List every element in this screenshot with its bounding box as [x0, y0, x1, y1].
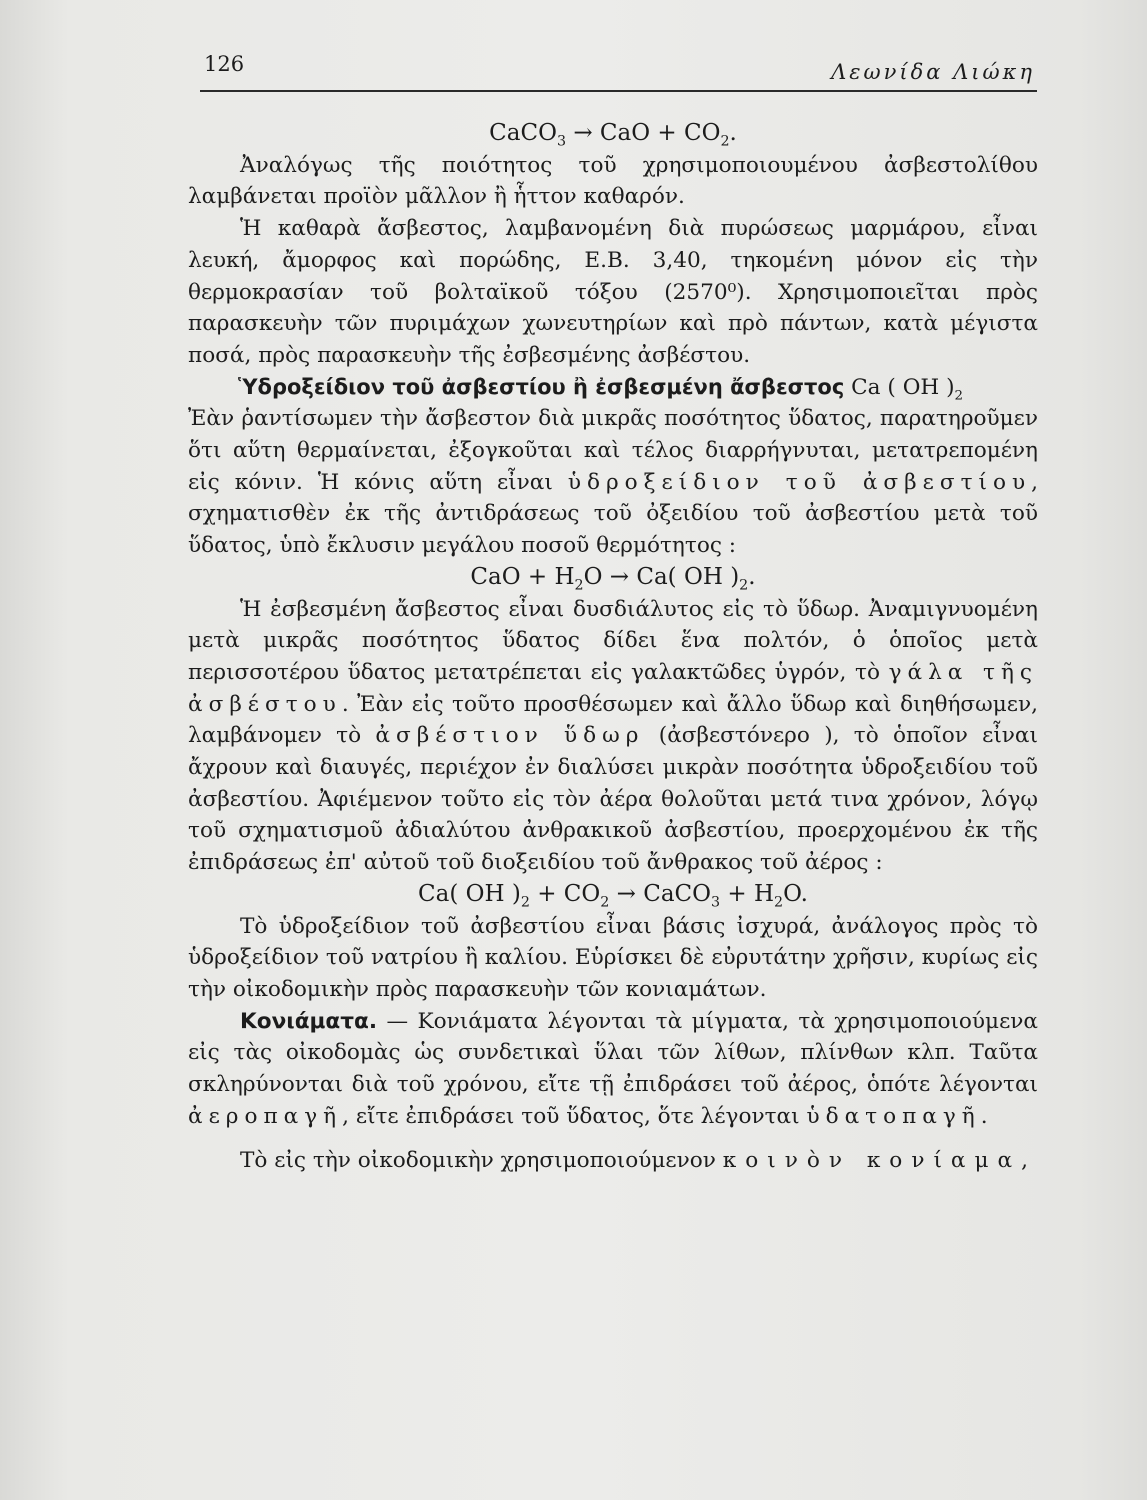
paragraph-slaked-lime: Ἡ ἐσβεσμένη ἄσβεστος εἶναι δυσδιάλυτος εἰς τὸ ὕδωρ. Ἀναμιγνυομένη μετὰ μικρᾶς ποσότητος ὕδατος δίδει ἕνα πολτόν, ὁ ὁποῖος μετὰ περισσοτέρου ὕδατος μετατρέπεται εἰς γαλακτῶδες ὑγρόν, τὸ γάλα τῆς ἀσβέστου. Ἐὰν εἰς τοῦτο προσθέσωμεν καὶ ἄλλο ὕδωρ καὶ διηθήσωμεν, λαμβάνομεν τὸ ἀσβέστιον ὕδωρ (ἀσβεστόνερο ), τὸ ὁποῖον εἶναι ἄχρουν καὶ διαυγές, περιέχον ἐν διαλύσει μικρὰν ποσότητα ὑδροξειδίου τοῦ ἀσβεστίου. Ἀφιέμενον τοῦτο εἰς τὸν ἀέρα θολοῦται μετά τινα χρόνον, λόγῳ τοῦ σχηματισμοῦ ἀδιαλύτου ἀνθρακικοῦ ἀσβεστίου, προερχομένου ἐκ τῆς ἐπιδράσεως ἐπ' αὐτοῦ τοῦ διοξειδίου τοῦ ἄνθρακος τοῦ ἀέρος :	[188, 596, 1038, 876]
paragraph-pure-lime: Ἡ καθαρὰ ἄσβεστος, λαμβανομένη διὰ πυρώσεως μαρμάρου, εἶναι λευκή, ἄμορφος καὶ πορώδης, Ε.Β. 3,40, τηκομένη μόνον εἰς τὴν θερμοκρασίαν τοῦ βολταϊκοῦ τόξου (2570⁰). Χρησιμοποιεῖται πρὸς παρασκευὴν τῶν πυριμάχων χωνευτηρίων καὶ πρὸ πάντων, κατὰ μέγιστα ποσά, πρὸς παρασκευὴν τῆς ἐσβεσμένης ἀσβέστου.	[188, 216, 1038, 368]
paragraph-common-mortar: Τὸ εἰς τὴν οἰκοδομικὴν χρησιμοποιούμενον κοινὸν κονίαμα,	[240, 1147, 1028, 1173]
paragraph-strong-base: Τὸ ὑδροξείδιον τοῦ ἀσβεστίου εἶναι βάσις ἰσχυρά, ἀνάλογος πρὸς τὸ ὑδροξείδιον τοῦ νατρίου ἢ καλίου. Εὑρίσκει δὲ εὐρυτάτην χρῆσιν, κυρίως εἰς τὴν οἰκοδομικὴν πρὸς παρασκευὴν τῶν κονιαμάτων.	[188, 913, 1038, 1002]
page-body	[188, 118, 1038, 1176]
spaced-term: κοινὸν κονίαμα	[722, 1147, 1022, 1173]
paragraph-quality: Ἀναλόγως τῆς ποιότητος τοῦ χρησιμοποιουμένου ἀσβεστολίθου λαμβάνεται προϊὸν μᾶλλον ἢ ἧττον καθαρόν.	[188, 152, 1038, 210]
page-header	[200, 52, 1037, 92]
spaced-term: ὑδατοπαγῆ	[806, 1103, 981, 1129]
equation-calcination: CaCO$_3$ → CaO + $CO_2$.	[489, 120, 737, 150]
mortars-heading: Κονιάματα.	[240, 1008, 378, 1034]
spaced-term: ἀεροπαγῆ	[188, 1103, 343, 1129]
page-number: 126	[204, 52, 245, 76]
paragraph-slaking: Ἐὰν ῥαντίσωμεν τὴν ἄσβεστον διὰ μικρᾶς ποσότητος ὕδατος, παρατηροῦμεν ὅτι αὕτη θερμαίνεται, ἐξογκοῦται καὶ τέλος διαρρήγνυται, μετατρεπομένη εἰς κόνιν. Ἡ κόνις αὕτη εἶναι ὑδροξείδιον τοῦ ἀσβεστίου, σχηματισθὲν ἐκ τῆς ἀντιδράσεως τοῦ ὀξειδίου τοῦ ἀσβεστίου μετὰ τοῦ ὕδατος, ὑπὸ ἔκλυσιν μεγάλου ποσοῦ θερμότητος :	[188, 406, 1039, 559]
spaced-term: ἀσβέστιον ὕδωρ	[375, 723, 645, 749]
spaced-term: ὑδροξείδιον τοῦ ἀσβεστίου	[567, 469, 1032, 495]
spaced-term: γάλα τῆς ἀσβέστου	[188, 659, 1038, 717]
section-heading	[188, 372, 1038, 404]
section-title: Ὑδροξείδιον τοῦ ἀσβεστίου ἢ ἐσβεσμένη ἄσβεστος	[238, 374, 845, 399]
paragraph-mortars: Κονιάματα. — Κονιάματα λέγονται τὰ μίγματα, τὰ χρησιμοποιούμενα εἰς τὰς οἰκοδομὰς ὡς συνδετικαὶ ὕλαι τῶν λίθων, πλίνθων κλπ. Ταῦτα σκληρύνονται διὰ τοῦ χρόνου, εἴτε τῇ ἐπιδράσει τοῦ ἀέρος, ὁπότε λέγονται ἀεροπαγῆ, εἴτε ἐπιδράσει τοῦ ὕδατος, ὅτε λέγονται ὑδατοπαγῆ.	[188, 1008, 1038, 1129]
equation-slaking: CaO + $H_2O \to Ca$( OH )$_2$.	[470, 563, 756, 594]
equation-carbonation: Ca( OH )$_2 + CO_2$ → CaCO$_3$ + $H_2O$.	[418, 880, 808, 911]
running-head: Λεωνίδα Λιώκη	[831, 60, 1035, 84]
section-formula: Ca ( OH )$_2$	[851, 374, 964, 403]
